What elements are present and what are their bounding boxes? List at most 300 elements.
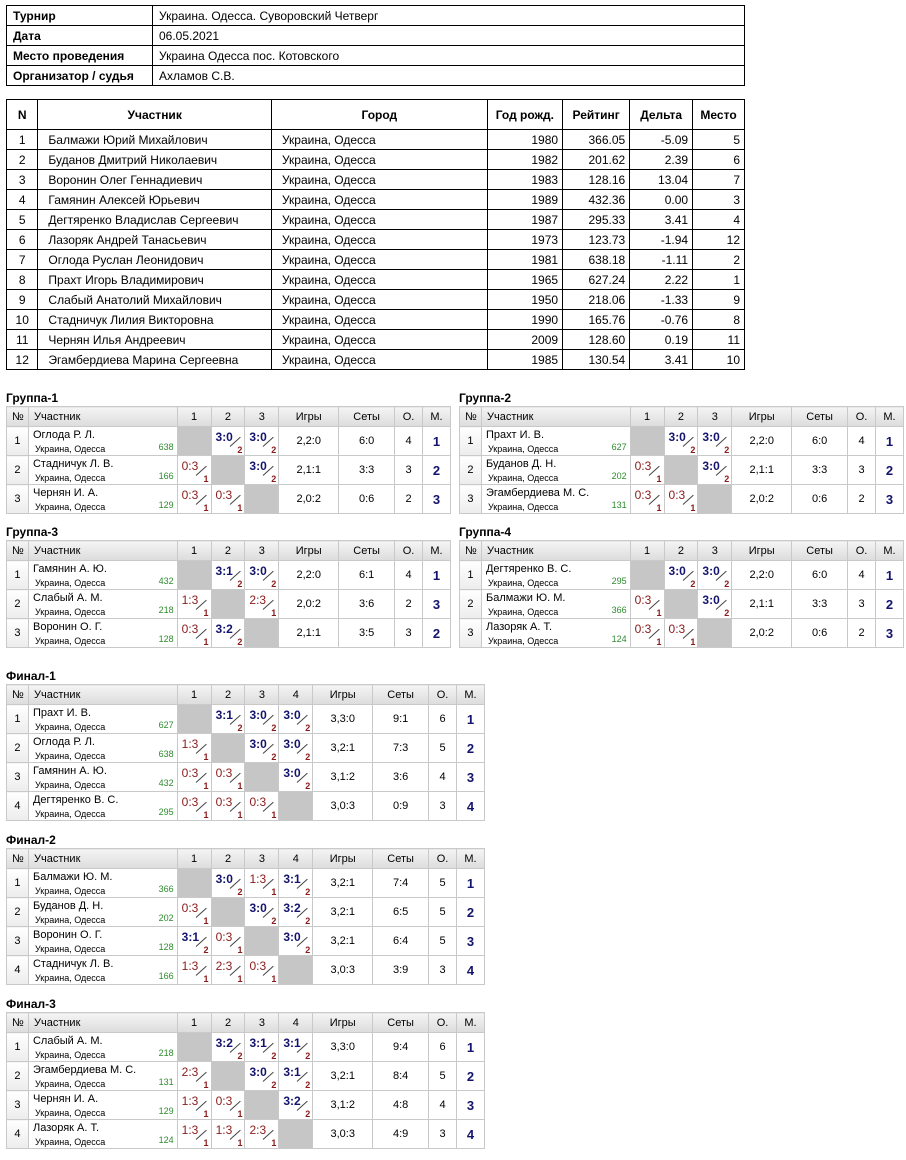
participant-row (7, 310, 745, 330)
match-points: 1 (237, 810, 243, 820)
participant-cell: -0.76 (630, 310, 693, 330)
participant-rating: 638 (158, 442, 174, 452)
match-score: 1:3 (215, 1123, 233, 1137)
group-row (7, 869, 485, 898)
match-points: 1 (203, 752, 209, 762)
participant-cell: 1989 (487, 190, 562, 210)
participant-cell: 3 (7, 170, 38, 190)
place-cell: 4 (456, 792, 484, 821)
match-score-cell (211, 1120, 245, 1149)
row-number: 2 (7, 456, 29, 485)
self-cell (245, 619, 279, 648)
games-cell: 2,1:1 (279, 456, 339, 485)
participant-cell: 1973 (487, 230, 562, 250)
participant-cell: 9 (7, 290, 38, 310)
match-points: 2 (305, 1051, 311, 1061)
match-points: 2 (203, 945, 209, 955)
match-score-cell (245, 869, 279, 898)
participant-row (7, 150, 745, 170)
match-score: 3:0 (702, 459, 720, 473)
participant-city: Украина, Одесса (487, 636, 559, 646)
place-cell: 2 (456, 898, 484, 927)
match-score-cell (211, 427, 245, 456)
group-row (460, 485, 904, 514)
sets-cell: 3:5 (339, 619, 395, 648)
round-robin-table (459, 540, 904, 648)
match-score: 0:3 (634, 593, 652, 607)
match-score-cell (211, 792, 245, 821)
match-score: 1:3 (181, 1123, 199, 1137)
info-value: Украина Одесса пос. Котовского (153, 46, 745, 66)
participant-cell (481, 456, 630, 485)
participant-name: Стадничук Л. В. (32, 458, 114, 470)
participant-name: Лазоряк А. Т. (32, 1122, 100, 1134)
place-cell: 4 (456, 956, 484, 985)
participant-name: Гамянин А. Ю. (32, 563, 107, 575)
match-score-cell (245, 1033, 279, 1062)
match-score: 0:3 (668, 622, 686, 636)
sets-cell: 0:6 (792, 485, 848, 514)
group-title: Группа-3 (6, 525, 59, 539)
games-cell: 3,1:2 (313, 1091, 373, 1120)
place-cell: 3 (456, 763, 484, 792)
participant-cell: 627.24 (563, 270, 630, 290)
participant-city: Украина, Одесса (34, 607, 106, 617)
col-opponent: 3 (245, 849, 279, 869)
sets-cell: 6:0 (792, 427, 848, 456)
participant-cell (481, 619, 630, 648)
place-cell: 4 (456, 1120, 484, 1149)
participant-cell: 11 (7, 330, 38, 350)
match-score: 0:3 (215, 930, 233, 944)
match-points: 2 (724, 579, 730, 589)
match-score-cell (245, 456, 279, 485)
participant-rating: 124 (158, 1135, 174, 1145)
match-score-cell (211, 1033, 245, 1062)
group-row (7, 561, 451, 590)
participant-cell: Стадничук Лилия Викторовна (38, 310, 272, 330)
games-cell: 3,1:2 (313, 763, 373, 792)
match-score-cell (177, 763, 211, 792)
participant-cell (28, 1120, 177, 1149)
participant-cell: 6 (7, 230, 38, 250)
match-score: 1:3 (181, 959, 199, 973)
match-score: 3:0 (283, 708, 301, 722)
participant-name: Воронин О. Г. (32, 929, 103, 941)
match-score: 1:3 (181, 1094, 199, 1108)
match-score: 3:0 (283, 766, 301, 780)
match-points: 2 (305, 1080, 311, 1090)
match-score-cell (630, 456, 664, 485)
column-header: Дельта (630, 100, 693, 130)
participant-row (7, 270, 745, 290)
match-score-cell (630, 485, 664, 514)
participant-city: Украина, Одесса (34, 1079, 106, 1089)
points-cell: 4 (848, 427, 876, 456)
match-score-cell (211, 869, 245, 898)
place-cell: 3 (423, 485, 451, 514)
points-cell: 3 (429, 792, 457, 821)
place-cell: 3 (876, 619, 904, 648)
points-cell: 6 (429, 705, 457, 734)
round-robin-table (6, 684, 485, 821)
column-header: Год рожд. (487, 100, 562, 130)
match-score-cell (279, 869, 313, 898)
match-score: 3:0 (249, 430, 267, 444)
place-cell: 2 (876, 590, 904, 619)
place-cell: 2 (456, 734, 484, 763)
participant-city: Украина, Одесса (34, 915, 106, 925)
match-points: 1 (690, 503, 696, 513)
participant-name: Слабый А. М. (32, 592, 103, 604)
match-score: 3:0 (249, 1065, 267, 1079)
match-score-cell (630, 619, 664, 648)
participant-cell: 2.39 (630, 150, 693, 170)
points-cell: 2 (848, 619, 876, 648)
self-cell (279, 792, 313, 821)
match-score: 3:1 (215, 564, 233, 578)
participant-rating: 202 (611, 471, 627, 481)
participant-name: Слабый А. М. (32, 1035, 103, 1047)
participant-cell: 1 (693, 270, 745, 290)
col-place: М. (423, 541, 451, 561)
col-sets: Сеты (373, 849, 429, 869)
row-number: 1 (7, 427, 29, 456)
match-score-cell (698, 427, 732, 456)
participant-city: Украина, Одесса (34, 473, 106, 483)
games-cell: 3,0:3 (313, 956, 373, 985)
participant-cell: 13.04 (630, 170, 693, 190)
col-number: № (7, 541, 29, 561)
info-key: Организатор / судья (7, 66, 153, 86)
row-number: 4 (7, 956, 29, 985)
participant-cell: 201.62 (563, 150, 630, 170)
match-score: 3:0 (249, 901, 267, 915)
group-row (7, 792, 485, 821)
participant-rating: 432 (158, 778, 174, 788)
match-points: 2 (305, 945, 311, 955)
match-score-cell (279, 734, 313, 763)
participant-cell: 7 (7, 250, 38, 270)
participants-table (6, 99, 745, 370)
group-block (6, 390, 451, 514)
sets-cell: 3:3 (792, 456, 848, 485)
participant-cell (28, 619, 177, 648)
participant-cell (481, 485, 630, 514)
participant-name: Эгамбердиева М. С. (32, 1064, 137, 1076)
self-cell (211, 590, 245, 619)
col-opponent: 3 (245, 1013, 279, 1033)
group-block (6, 668, 485, 821)
participant-cell: Чернян Илья Андреевич (38, 330, 272, 350)
participant-cell: 4 (7, 190, 38, 210)
participant-cell (28, 427, 177, 456)
match-points: 2 (237, 1051, 243, 1061)
col-points: О. (429, 685, 457, 705)
match-points: 1 (203, 1109, 209, 1119)
group-title: Финал-1 (6, 669, 56, 683)
participant-cell: 11 (693, 330, 745, 350)
participant-city: Украина, Одесса (34, 636, 106, 646)
col-sets: Сеты (373, 685, 429, 705)
col-points: О. (395, 541, 423, 561)
match-score-cell (279, 927, 313, 956)
col-number: № (460, 407, 482, 427)
games-cell: 3,0:3 (313, 792, 373, 821)
participant-rating: 129 (158, 500, 174, 510)
points-cell: 6 (429, 1033, 457, 1062)
self-cell (630, 561, 664, 590)
col-games: Игры (732, 407, 792, 427)
points-cell: 4 (395, 561, 423, 590)
match-score: 3:0 (215, 430, 233, 444)
match-score-cell (177, 1120, 211, 1149)
participant-cell: 1950 (487, 290, 562, 310)
self-cell (177, 561, 211, 590)
points-cell: 5 (429, 927, 457, 956)
row-number: 1 (460, 427, 482, 456)
match-points: 2 (724, 445, 730, 455)
self-cell (245, 485, 279, 514)
match-points: 1 (271, 887, 277, 897)
row-number: 2 (460, 590, 482, 619)
participant-cell (28, 792, 177, 821)
group-row (7, 1062, 485, 1091)
col-opponent: 1 (177, 685, 211, 705)
participant-name: Эгамбердиева М. С. (485, 487, 590, 499)
participant-rating: 131 (611, 500, 627, 510)
self-cell (698, 619, 732, 648)
participant-cell: 1965 (487, 270, 562, 290)
col-participant: Участник (28, 685, 177, 705)
points-cell: 5 (429, 898, 457, 927)
info-key: Место проведения (7, 46, 153, 66)
participant-city: Украина, Одесса (34, 944, 106, 954)
match-score: 3:2 (215, 622, 233, 636)
match-points: 2 (305, 752, 311, 762)
match-score: 0:3 (668, 488, 686, 502)
group-row (7, 898, 485, 927)
col-participant: Участник (481, 541, 630, 561)
sets-cell: 7:4 (373, 869, 429, 898)
col-opponent: 1 (630, 541, 664, 561)
match-points: 1 (203, 781, 209, 791)
participant-cell: Украина, Одесса (271, 290, 487, 310)
participant-name: Дегтяренко В. С. (485, 563, 572, 575)
group-block (459, 390, 904, 514)
points-cell: 3 (848, 456, 876, 485)
match-score: 3:1 (181, 930, 199, 944)
match-score: 3:1 (283, 1065, 301, 1079)
col-sets: Сеты (792, 407, 848, 427)
sets-cell: 8:4 (373, 1062, 429, 1091)
participant-cell: Украина, Одесса (271, 350, 487, 370)
match-score-cell (177, 927, 211, 956)
games-cell: 2,0:2 (732, 485, 792, 514)
place-cell: 1 (423, 427, 451, 456)
games-cell: 2,1:1 (732, 456, 792, 485)
self-cell (177, 1033, 211, 1062)
match-score: 3:2 (283, 1094, 301, 1108)
points-cell: 4 (429, 1091, 457, 1120)
info-value: 06.05.2021 (153, 26, 745, 46)
row-number: 3 (7, 927, 29, 956)
participant-rating: 218 (158, 1048, 174, 1058)
match-score-cell (630, 590, 664, 619)
match-score: 2:3 (215, 959, 233, 973)
col-opponent: 2 (211, 541, 245, 561)
participant-cell: 7 (693, 170, 745, 190)
match-score-cell (664, 561, 698, 590)
match-points: 1 (237, 1109, 243, 1119)
round-robin-table (6, 848, 485, 985)
match-score-cell (245, 956, 279, 985)
table-header-row (7, 1013, 485, 1033)
participant-name: Буданов Д. Н. (485, 458, 557, 470)
participant-cell (28, 763, 177, 792)
participant-cell: Оглода Руслан Леонидович (38, 250, 272, 270)
self-cell (177, 705, 211, 734)
participant-name: Прахт И. В. (485, 429, 545, 441)
match-points: 2 (690, 579, 696, 589)
col-points: О. (848, 541, 876, 561)
group-title: Группа-4 (459, 525, 512, 539)
participant-city: Украина, Одесса (487, 444, 559, 454)
place-cell: 1 (876, 561, 904, 590)
participant-cell: 3 (693, 190, 745, 210)
self-cell (664, 456, 698, 485)
match-score: 0:3 (181, 901, 199, 915)
sets-cell: 3:3 (339, 456, 395, 485)
group-title: Финал-2 (6, 833, 56, 847)
match-score: 2:3 (249, 593, 267, 607)
match-score-cell (211, 705, 245, 734)
games-cell: 3,3:0 (313, 705, 373, 734)
participant-cell: 5 (693, 130, 745, 150)
table-header-row (7, 849, 485, 869)
participant-cell: Украина, Одесса (271, 130, 487, 150)
match-points: 2 (305, 916, 311, 926)
match-points: 1 (656, 474, 662, 484)
participant-cell: -1.11 (630, 250, 693, 270)
match-score-cell (177, 619, 211, 648)
match-score-cell (177, 456, 211, 485)
participant-cell (28, 590, 177, 619)
participant-cell: Украина, Одесса (271, 270, 487, 290)
round-robin-table (6, 540, 451, 648)
match-score-cell (698, 456, 732, 485)
match-score-cell (177, 956, 211, 985)
participant-cell: 1985 (487, 350, 562, 370)
match-score-cell (245, 427, 279, 456)
participant-row (7, 290, 745, 310)
match-points: 1 (203, 1080, 209, 1090)
group-row (7, 705, 485, 734)
match-score: 3:1 (283, 872, 301, 886)
match-score-cell (279, 1033, 313, 1062)
place-cell: 1 (456, 869, 484, 898)
games-cell: 2,1:1 (732, 590, 792, 619)
col-points: О. (429, 1013, 457, 1033)
sets-cell: 4:9 (373, 1120, 429, 1149)
place-cell: 1 (423, 561, 451, 590)
group-row (460, 590, 904, 619)
match-score: 3:0 (215, 872, 233, 886)
match-points: 2 (237, 445, 243, 455)
info-key: Турнир (7, 6, 153, 26)
col-points: О. (429, 849, 457, 869)
participant-rating: 295 (611, 576, 627, 586)
participant-name: Чернян И. А. (32, 1093, 99, 1105)
match-points: 2 (305, 723, 311, 733)
participant-cell: Украина, Одесса (271, 330, 487, 350)
column-header: N (7, 100, 38, 130)
match-points: 2 (271, 752, 277, 762)
group-row (7, 927, 485, 956)
match-score: 3:0 (702, 430, 720, 444)
participant-cell: 432.36 (563, 190, 630, 210)
participant-cell: 0.00 (630, 190, 693, 210)
participant-city: Украина, Одесса (34, 722, 106, 732)
place-cell: 1 (456, 1033, 484, 1062)
participant-cell: 1990 (487, 310, 562, 330)
col-participant: Участник (28, 407, 177, 427)
participant-rating: 128 (158, 634, 174, 644)
row-number: 2 (7, 898, 29, 927)
col-opponent: 2 (211, 407, 245, 427)
table-header-row (7, 685, 485, 705)
self-cell (177, 869, 211, 898)
participant-cell: -1.94 (630, 230, 693, 250)
group-row (460, 456, 904, 485)
col-opponent: 2 (211, 1013, 245, 1033)
participant-cell: 12 (693, 230, 745, 250)
col-opponent: 2 (664, 407, 698, 427)
points-cell: 3 (395, 619, 423, 648)
group-title: Финал-3 (6, 997, 56, 1011)
col-place: М. (423, 407, 451, 427)
match-points: 2 (271, 916, 277, 926)
participant-city: Украина, Одесса (34, 502, 106, 512)
col-place: М. (456, 1013, 484, 1033)
participant-row (7, 350, 745, 370)
match-score: 0:3 (181, 766, 199, 780)
row-number: 4 (7, 792, 29, 821)
col-opponent: 3 (245, 685, 279, 705)
participant-rating: 128 (158, 942, 174, 952)
col-opponent: 4 (279, 1013, 313, 1033)
group-row (7, 1120, 485, 1149)
participant-cell: 1981 (487, 250, 562, 270)
col-opponent: 2 (664, 541, 698, 561)
match-score-cell (279, 1062, 313, 1091)
participant-cell (28, 898, 177, 927)
match-points: 2 (724, 474, 730, 484)
sets-cell: 6:0 (792, 561, 848, 590)
sets-cell: 0:9 (373, 792, 429, 821)
participant-cell: 128.16 (563, 170, 630, 190)
match-score: 3:1 (283, 1036, 301, 1050)
games-cell: 2,2:0 (279, 427, 339, 456)
sets-cell: 6:1 (339, 561, 395, 590)
self-cell (211, 456, 245, 485)
participant-cell: Украина, Одесса (271, 250, 487, 270)
participant-name: Балмажи Ю. М. (485, 592, 566, 604)
participant-cell: 165.76 (563, 310, 630, 330)
row-number: 2 (7, 734, 29, 763)
participant-cell (28, 485, 177, 514)
match-score: 3:0 (249, 564, 267, 578)
